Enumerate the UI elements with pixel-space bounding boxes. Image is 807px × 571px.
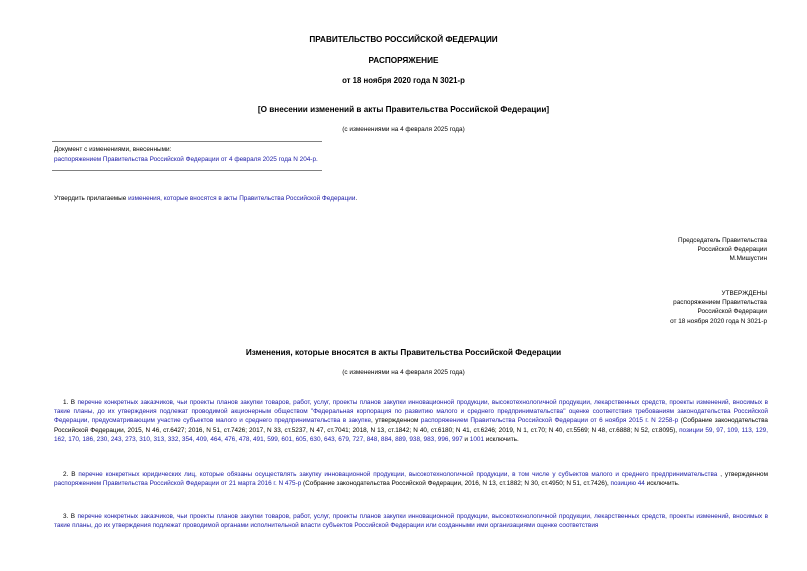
approved-line-4: от 18 ноября 2020 года N 3021-р: [670, 317, 767, 325]
p1-link-positions[interactable]: позиции 59, 97, 109, 113, 129, 162, 170, 186, 230, 243, 273, 310, 313, 332, 354, 409, 464, 476, 478, 491, 599, 601, 605, 630, 643, 679, 727, 848, 884, 889, 938, 983, 996, 997: [54, 426, 768, 443]
p1-text-3: и: [462, 435, 470, 443]
p2-num: 2. В: [63, 471, 79, 478]
changes-edition: (с изменениями на 4 февраля 2025 года): [342, 369, 465, 376]
paragraph-3: [54, 512, 768, 530]
p2-link-position[interactable]: позицию 44: [610, 480, 645, 488]
changes-note-label: Документ с изменениями, внесенными:: [54, 146, 172, 153]
p2-text-2: (Собрание законодательства Российской Федерации, 2016, N 13, ст.1882; N 30, ст.4950; N 51, ст.7426),: [301, 480, 611, 488]
p1-num: 1. В: [63, 399, 78, 406]
approve-prefix: Утвердить прилагаемые: [54, 195, 129, 202]
divider-bottom: [52, 170, 322, 171]
doc-edition: (с изменениями на 4 февраля 2025 года): [342, 126, 465, 133]
p1-link-list[interactable]: перечне конкретных заказчиков, чьи проекты планов закупки товаров, работ, услуг, проекты планов закупки инновационной продукции, высокотехнологичной продукции, лекарственных средств, проекты изменений, вносимых в такие планы, до их утверждения подлежат проводимой акционерным обществом "Федеральная корпорация по развитию малого и среднего предпринимательства" оценке соответствия требованиям законодательства Российской Федерации, предусматривающим участие субъектов малого и среднего предпринимательства в закупке: [54, 399, 768, 425]
p2-end: исключить.: [644, 480, 680, 488]
p2-link-list[interactable]: перечне конкретных юридических лиц, которые обязаны осуществлять закупку инновационной продукции, высокотехнологичной продукции, в том числе у субъектов малого и среднего предпринимательства: [78, 471, 718, 478]
approve-link[interactable]: изменения, которые вносятся в акты Правительства Российской Федерации: [128, 195, 356, 202]
p1-link-order[interactable]: распоряжением Правительства Российской Федерации от 6 ноября 2015 г. N 2258-р: [420, 417, 679, 425]
p1-text-1: , утвержденном: [371, 417, 421, 425]
p2-link-order[interactable]: распоряжением Правительства Российской Федерации от 21 марта 2016 г. N 475-р: [54, 480, 302, 488]
changes-title: Изменения, которые вносятся в акты Правительства Российской Федерации: [245, 348, 562, 357]
approved-line-3: Российской Федерации: [697, 308, 767, 316]
approve-suffix: .: [355, 195, 358, 202]
paragraph-1: [54, 398, 768, 444]
divider-top: [52, 141, 322, 142]
doc-title: [О внесении изменений в акты Правительства Российской Федерации]: [257, 105, 550, 114]
signature-line-3: М.Мишустин: [729, 255, 767, 263]
p1-end: исключить.: [484, 435, 519, 443]
doc-date-number: от 18 ноября 2020 года N 3021-р: [342, 76, 465, 85]
p1-link-position-1001[interactable]: 1001: [469, 435, 484, 443]
signature-line-1: Председатель Правительства: [678, 237, 767, 244]
org-title: ПРАВИТЕЛЬСТВО РОССИЙСКОЙ ФЕДЕРАЦИИ: [309, 35, 498, 44]
doc-type: РАСПОРЯЖЕНИЕ: [368, 56, 439, 65]
p1-text-2: (Собрание законодательства Российской Федерации, 2015, N 46, ст.6427; 2016, N 51, ст.7426; 2017, N 33, ст.5237, N 47, ст.7041; 2018, N 13, ст.1842; N 40, ст.6180; N 41, ст.6246; 2019, N 1, ст.70; N 40, ст.5569; N 48, ст.6888; N 52, ст.8095),: [54, 417, 768, 434]
changes-note: [54, 155, 318, 164]
p3-num: 3. В: [63, 513, 78, 520]
approved-block: [670, 289, 767, 326]
approved-line-1: УТВЕРЖДЕНЫ: [721, 290, 767, 297]
p3-link-list[interactable]: перечне конкретных заказчиков, чьи проекты планов закупки товаров, работ, услуг, проекты планов закупки инновационной продукции, высокотехнологичной продукции, лекарственных средств, проекты изменений, вносимых в такие планы, до их утверждения подлежат проводимой органами исполнительной власти субъектов Российской Федерации или созданными ими организациями оценке соответствия: [54, 513, 768, 530]
signature-line-2: Российской Федерации: [697, 246, 767, 254]
p2-text-1: , утвержденном: [717, 471, 768, 478]
changes-note-link[interactable]: распоряжением Правительства Российской Федерации от 4 февраля 2025 года N 204-р.: [54, 156, 318, 163]
paragraph-2: [54, 470, 768, 488]
approve-text: [54, 194, 357, 203]
approved-line-2: распоряжением Правительства: [673, 299, 767, 307]
signature-block: [678, 236, 767, 264]
